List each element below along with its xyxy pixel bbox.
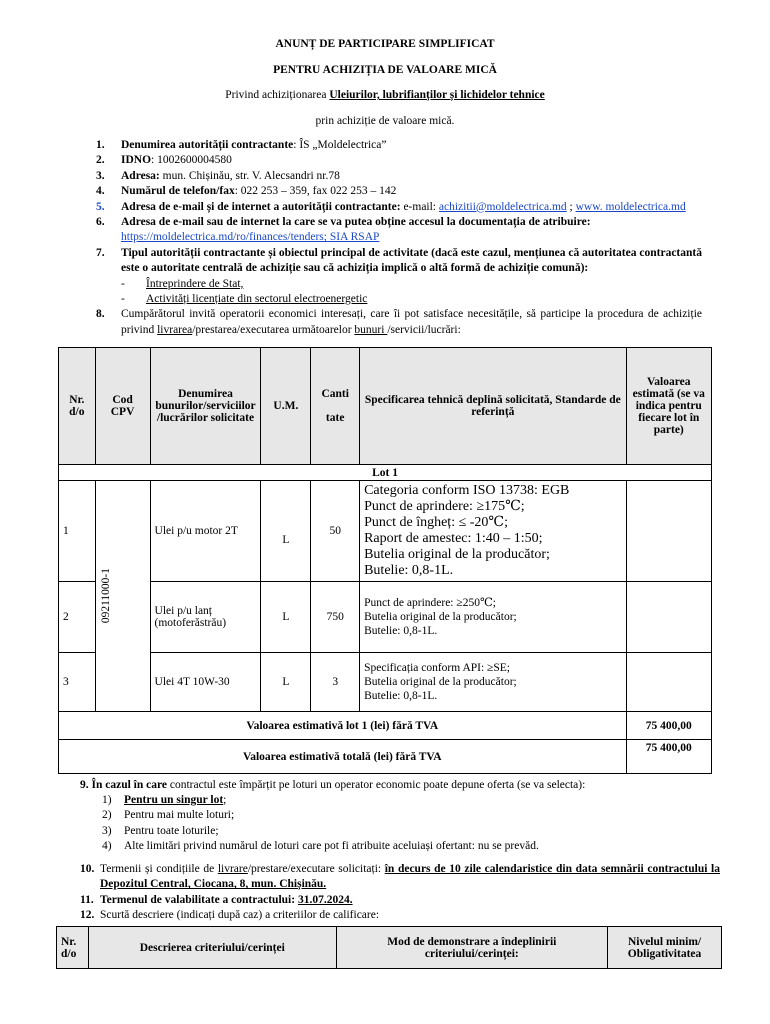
header-value: Valoarea estimată (se va indica pentru fiecare lot în parte) xyxy=(626,348,711,465)
section-11: 11. Termenul de valabilitate a contractului: 31.07.2024. xyxy=(80,893,353,906)
lot-label: Lot 1 xyxy=(59,465,712,481)
item-documentation-access: 6. Adresa de e-mail sau de internet la care se va putea obține accesul la documentația de atribuire: https://moldelectrica.md/ro/finances/tenders; SIA RSAP xyxy=(96,216,591,244)
grand-total-value: 75 400,00 xyxy=(626,740,711,774)
section-12: 12. Scurtă descriere (indicați după caz) a criteriilor de calificare: xyxy=(80,909,380,922)
section-10: 10. Termenii și condițiile de livrare/prestare/executare solicitați: în decurs de 10 zile calendaristice din data semnării contractului la Depozitul Central, Ciocana, 8, mun. Chișinău. xyxy=(80,863,720,891)
website-link[interactable]: www. moldelectrica.md xyxy=(575,200,686,213)
lot-option-2: 2) Pentru mai multe loturi; xyxy=(102,809,235,822)
lot-option-1: 1) Pentru un singur lot; xyxy=(102,794,227,807)
spec-row-3: Specificația conform API: ≥SE; Butelia original de la producător; Butelie: 0,8-1L. xyxy=(360,653,626,712)
grand-total-row xyxy=(59,740,712,774)
table-row: 2 Ulei p/u lanț (motoferăstrău) L 750 Punct de aprindere: ≥250℃; Butelia original de la producător; Butelie: 0,8-1L. xyxy=(59,582,712,653)
criteria-header-nr: Nr. d/o xyxy=(57,927,89,969)
lot-total-label: Valoarea estimativă lot 1 (lei) fără TVA xyxy=(59,712,627,740)
criteria-header-mode: Mod de demonstrare a îndeplinirii criteriului/cerinței: xyxy=(336,927,608,969)
section-lots xyxy=(80,778,720,854)
item-phone-fax: 4. Numărul de telefon/fax: 022 253 – 359, fax 022 253 – 142 xyxy=(96,185,397,198)
lot-option-4: 4) Alte limitări privind numărul de loturi care pot fi atribuite aceluiași ofertant: nu se prevăd. xyxy=(102,839,539,852)
lot-total-value: 75 400,00 xyxy=(626,712,711,740)
item-authority-type: 7. Tipul autorității contractante și obiectul principal de activitate (dacă este cazul, mențiunea că autoritatea contractantă este o autoritate centrală de achiziție sau că achiziția implică o altă formă de achiziție comună): - Întreprindere de Stat, - Activități licențiate din sectorul electroenergetic xyxy=(96,246,702,308)
criteria-header-level: Nivelul minim/ Obligativitatea xyxy=(608,927,722,969)
authority-type-sub1: - Întreprindere de Stat, xyxy=(121,277,244,290)
lot-total-row xyxy=(59,712,712,740)
item-email-web: 5. Adresa de e-mail și de internet a autorității contractante: e-mail: achizitii@moldelectrica.md ; www. moldelectrica.md xyxy=(96,200,686,213)
spec-row-1: Categoria conform ISO 13738: EGB Punct de aprindere: ≥175℃; Punct de îngheț: ≤ -20℃; Raport de amestec: 1:40 – 1:50; Butelia original de la producător; Butelie: 0,8-1L. xyxy=(360,481,626,582)
lot-option-3: 3) Pentru toate loturile; xyxy=(102,824,219,837)
goods-table xyxy=(58,347,712,774)
authority-type-sub2: - Activități licențiate din sectorul electroenergetic xyxy=(121,293,368,306)
grand-total-label: Valoarea estimativă totală (lei) fără TVA xyxy=(59,740,627,774)
header-name: Denumirea bunurilor/serviciilor /lucrărilor solicitate xyxy=(150,348,261,465)
email-link[interactable]: achizitii@moldelectrica.md xyxy=(438,200,567,213)
item-authority-name: 1. Denumirea autorității contractante: ÎS „Moldelectrica” xyxy=(96,139,387,151)
header-um: U.M. xyxy=(261,348,311,465)
header-cpv: Cod CPV xyxy=(95,348,150,465)
criteria-table xyxy=(56,926,722,969)
announcement-subtitle: PENTRU ACHIZIȚIA DE VALOARE MICĂ xyxy=(273,64,497,76)
section-terms xyxy=(80,862,720,924)
header-quantity: Canti tate xyxy=(311,348,360,465)
section-9-intro: 9. În cazul în care contractul este împărțit pe loturi un operator economic poate depune oferta (se va selecta): xyxy=(80,779,586,791)
header-nr: Nr. d/o xyxy=(59,348,96,465)
tenders-link[interactable]: https://moldelectrica.md/ro/finances/tenders; SIA RSAP xyxy=(121,231,380,244)
criteria-header-desc: Descrierea criteriului/cerinței xyxy=(88,927,336,969)
cpv-code: 09211000-1 xyxy=(99,568,112,624)
header-spec: Specificarea tehnică deplină solicitată, Standarde de referință xyxy=(360,348,626,465)
item-idno: 2. IDNO: 1002600004580 xyxy=(96,154,232,167)
table-row: 1 09211000-1 Ulei p/u motor 2T L 50 Categoria conform ISO 13738: EGB Punct de aprindere: ≥175℃; Punct de îngheț: ≤ -20℃; Raport de amestec: 1:40 – 1:50; Butelia original de la producător; Butelie: 0,8-1L. xyxy=(59,481,712,582)
spec-row-2: Punct de aprindere: ≥250℃; Butelia original de la producător; Butelie: 0,8-1L. xyxy=(360,582,626,653)
cpv-code-cell xyxy=(95,481,150,712)
item-address: 3. Adresa: mun. Chișinău, str. V. Alecsandri nr.78 xyxy=(96,169,340,182)
announcement-title: ANUNȚ DE PARTICIPARE SIMPLIFICAT xyxy=(275,38,495,50)
info-list xyxy=(96,138,702,338)
item-invitation: 8. Cumpărătorul invită operatorii economici interesați, care îi pot satisface necesitățile, să participe la procedura de achiziție privind livrarea/prestarea/executarea următoarelor bunuri /servicii/lucrări: xyxy=(96,308,702,336)
procurement-method: prin achiziție de valoare mică. xyxy=(315,115,455,127)
procurement-subject: Privind achiziționarea Uleiurilor, lubrifianților și lichidelor tehnice xyxy=(225,89,545,101)
table-row: 3 Ulei 4T 10W-30 L 3 Specificația conform API: ≥SE; Butelia original de la producător; Butelie: 0,8-1L. xyxy=(59,653,712,712)
